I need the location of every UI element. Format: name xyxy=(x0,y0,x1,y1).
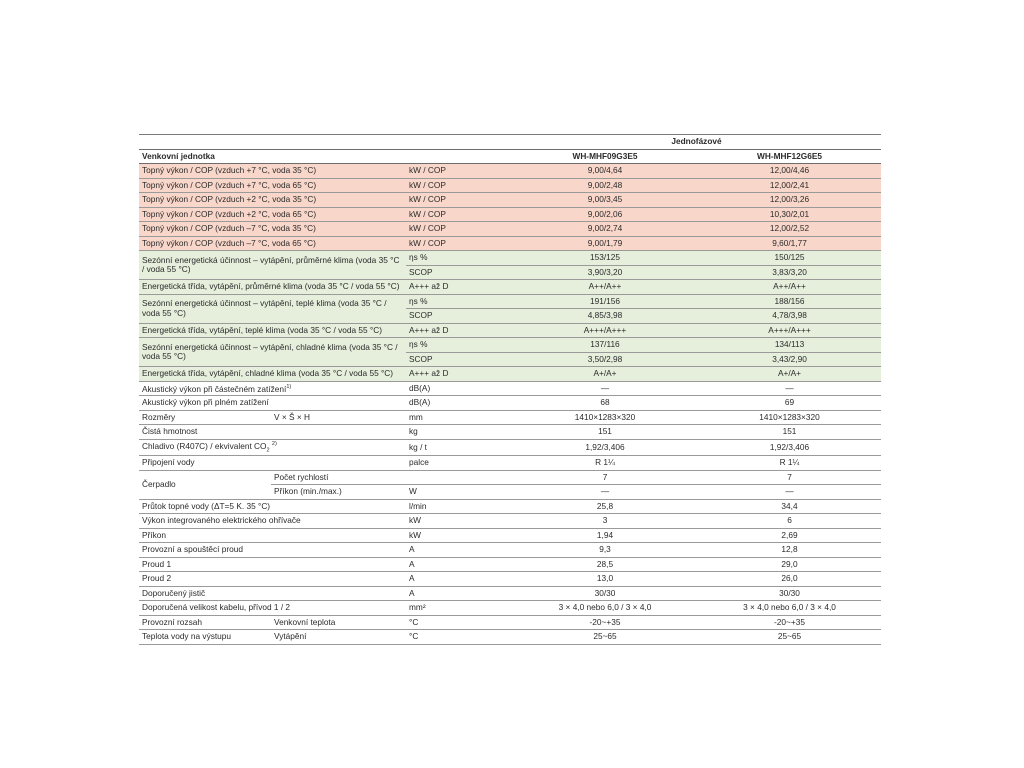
row-unit: kW / COP xyxy=(406,236,512,251)
row-unit: W xyxy=(406,485,512,500)
row-value-1: 137/116 xyxy=(512,338,698,353)
row-unit: A+++ až D xyxy=(406,367,512,382)
row-value-2: 188/156 xyxy=(698,294,881,309)
table-row xyxy=(139,470,881,485)
row-value-1: 9,00/1,79 xyxy=(512,236,698,251)
row-value-1: — xyxy=(512,485,698,500)
row-label-pump: Čerpadlo xyxy=(139,470,271,499)
row-value-1: 3 × 4,0 nebo 6,0 / 3 × 4,0 xyxy=(512,601,698,616)
table-row xyxy=(139,164,881,179)
table-row xyxy=(139,338,881,353)
row-value-2: 3,83/3,20 xyxy=(698,265,881,280)
table-row xyxy=(139,178,881,193)
row-value-1: 3,90/3,20 xyxy=(512,265,698,280)
row-value-1: 9,00/2,06 xyxy=(512,207,698,222)
table-row xyxy=(139,601,881,616)
row-value-2: 69 xyxy=(698,396,881,411)
row-value-1: 9,00/2,74 xyxy=(512,222,698,237)
row-value-2: 1,92/3,406 xyxy=(698,439,881,456)
row-label: Provozní rozsah xyxy=(139,615,271,630)
row-value-2: 12,00/2,41 xyxy=(698,178,881,193)
row-unit: A+++ až D xyxy=(406,280,512,295)
row-label: Rozměry xyxy=(139,410,271,425)
row-unit: SCOP xyxy=(406,265,512,280)
row-label: Výkon integrovaného elektrického ohřívače xyxy=(139,514,406,529)
row-value-1: 1410×1283×320 xyxy=(512,410,698,425)
row-sublabel: Venkovní teplota xyxy=(271,615,406,630)
row-value-1: 3 xyxy=(512,514,698,529)
spec-table xyxy=(139,134,881,645)
header-row-models xyxy=(139,149,881,164)
row-value-1: R 1¼ xyxy=(512,456,698,471)
footnote-mark: 1) xyxy=(286,383,292,390)
group-header: Jednofázové xyxy=(512,135,881,150)
row-value-2: 9,60/1,77 xyxy=(698,236,881,251)
row-sublabel: V × Š × H xyxy=(271,410,406,425)
row-value-2: 34,4 xyxy=(698,499,881,514)
row-unit: kW / COP xyxy=(406,207,512,222)
row-label: Topný výkon / COP (vzduch +7 °C, voda 65 °C) xyxy=(139,178,406,193)
row-label: Čistá hmotnost xyxy=(139,425,406,440)
row-value-2: 134/113 xyxy=(698,338,881,353)
row-label: Topný výkon / COP (vzduch +2 °C, voda 65 °C) xyxy=(139,207,406,222)
row-label: Průtok topné vody (ΔT=5 K. 35 °C) xyxy=(139,499,406,514)
table-row xyxy=(139,615,881,630)
row-value-1: A+++/A+++ xyxy=(512,323,698,338)
row-unit: A xyxy=(406,586,512,601)
table-row xyxy=(139,323,881,338)
row-label: Příkon xyxy=(139,528,406,543)
row-value-1: 30/30 xyxy=(512,586,698,601)
row-label xyxy=(139,439,406,456)
table-row xyxy=(139,236,881,251)
row-unit: A xyxy=(406,572,512,587)
row-unit: dB(A) xyxy=(406,381,512,396)
row-value-2: 151 xyxy=(698,425,881,440)
table-row xyxy=(139,222,881,237)
row-unit: dB(A) xyxy=(406,396,512,411)
table-row xyxy=(139,367,881,382)
table-row xyxy=(139,294,881,309)
row-value-2: 2,69 xyxy=(698,528,881,543)
spec-table-container xyxy=(139,134,881,645)
row-value-2: 150/125 xyxy=(698,251,881,266)
row-label: Proud 2 xyxy=(139,572,406,587)
table-row xyxy=(139,557,881,572)
row-value-2: 4,78/3,98 xyxy=(698,309,881,324)
row-label: Topný výkon / COP (vzduch +7 °C, voda 35 °C) xyxy=(139,164,406,179)
row-value-2: 29,0 xyxy=(698,557,881,572)
row-value-1: 9,3 xyxy=(512,543,698,558)
row-value-2: 26,0 xyxy=(698,572,881,587)
row-sublabel: Příkon (min./max.) xyxy=(271,485,406,500)
row-unit: A+++ až D xyxy=(406,323,512,338)
row-value-1: 7 xyxy=(512,470,698,485)
table-row xyxy=(139,456,881,471)
row-value-2: — xyxy=(698,485,881,500)
row-unit: kW / COP xyxy=(406,193,512,208)
row-label: Doporučený jistič xyxy=(139,586,406,601)
table-row xyxy=(139,207,881,222)
row-label: Energetická třída, vytápění, teplé klima (voda 35 °C / voda 55 °C) xyxy=(139,323,406,338)
model-2-header: WH-MHF12G6E5 xyxy=(698,149,881,164)
outdoor-unit-label: Venkovní jednotka xyxy=(139,149,512,164)
row-unit: ηs % xyxy=(406,294,512,309)
row-unit: kg / t xyxy=(406,439,512,456)
row-value-2: 10,30/2,01 xyxy=(698,207,881,222)
row-value-1: 68 xyxy=(512,396,698,411)
row-unit: kW xyxy=(406,514,512,529)
table-row xyxy=(139,528,881,543)
row-sublabel: Počet rychlostí xyxy=(271,470,406,485)
row-unit: A xyxy=(406,557,512,572)
row-label: Topný výkon / COP (vzduch –7 °C, voda 65 °C) xyxy=(139,236,406,251)
table-row xyxy=(139,410,881,425)
subscript: 2 xyxy=(266,446,270,453)
footnote-mark: 2) xyxy=(271,440,277,447)
row-value-1: 25~65 xyxy=(512,630,698,645)
row-label-avg-efficiency: Sezónní energetická účinnost – vytápění, průměrné klima (voda 35 °C / voda 55 °C) xyxy=(139,251,406,280)
row-value-2: 7 xyxy=(698,470,881,485)
row-label: Připojení vody xyxy=(139,456,406,471)
row-unit: kW / COP xyxy=(406,178,512,193)
row-value-1: 9,00/4,64 xyxy=(512,164,698,179)
row-value-2: A+/A+ xyxy=(698,367,881,382)
refrigerant-label: Chladivo (R407C) / ekvivalent CO xyxy=(142,440,267,451)
row-value-1: 4,85/3,98 xyxy=(512,309,698,324)
model-1-header: WH-MHF09G3E5 xyxy=(512,149,698,164)
row-value-1: 9,00/3,45 xyxy=(512,193,698,208)
table-row xyxy=(139,251,881,266)
row-label: Topný výkon / COP (vzduch –7 °C, voda 35 °C) xyxy=(139,222,406,237)
row-value-2: 3 × 4,0 nebo 6,0 / 3 × 4,0 xyxy=(698,601,881,616)
table-row xyxy=(139,381,881,396)
row-label: Energetická třída, vytápění, chladné klima (voda 35 °C / voda 55 °C) xyxy=(139,367,406,382)
table-row xyxy=(139,396,881,411)
row-value-1: 25,8 xyxy=(512,499,698,514)
row-value-2: -20~+35 xyxy=(698,615,881,630)
row-value-1: 3,50/2,98 xyxy=(512,352,698,367)
row-unit: mm xyxy=(406,410,512,425)
row-unit: kW xyxy=(406,528,512,543)
row-value-2: A++/A++ xyxy=(698,280,881,295)
row-value-1: 13,0 xyxy=(512,572,698,587)
row-value-1: 28,5 xyxy=(512,557,698,572)
table-row xyxy=(139,586,881,601)
row-unit: kW / COP xyxy=(406,164,512,179)
row-value-2: R 1¼ xyxy=(698,456,881,471)
row-unit: A xyxy=(406,543,512,558)
row-value-1: 153/125 xyxy=(512,251,698,266)
row-value-2: — xyxy=(698,381,881,396)
row-unit xyxy=(406,470,512,485)
row-value-2: 6 xyxy=(698,514,881,529)
row-value-1: 9,00/2,48 xyxy=(512,178,698,193)
row-value-2: 12,8 xyxy=(698,543,881,558)
row-value-1: — xyxy=(512,381,698,396)
row-value-1: -20~+35 xyxy=(512,615,698,630)
row-label-cold-efficiency: Sezónní energetická účinnost – vytápění, chladné klima (voda 35 °C / voda 55 °C) xyxy=(139,338,406,367)
row-label: Topný výkon / COP (vzduch +2 °C, voda 35 °C) xyxy=(139,193,406,208)
table-row xyxy=(139,499,881,514)
row-label: Akustický výkon při plném zatížení xyxy=(139,396,406,411)
row-value-2: 1410×1283×320 xyxy=(698,410,881,425)
row-unit: l/min xyxy=(406,499,512,514)
table-row xyxy=(139,425,881,440)
table-row xyxy=(139,543,881,558)
row-unit: SCOP xyxy=(406,352,512,367)
row-label: Energetická třída, vytápění, průměrné klima (voda 35 °C / voda 55 °C) xyxy=(139,280,406,295)
table-row xyxy=(139,630,881,645)
row-label: Teplota vody na výstupu xyxy=(139,630,271,645)
header-row-group xyxy=(139,135,881,150)
row-unit: °C xyxy=(406,615,512,630)
row-unit: °C xyxy=(406,630,512,645)
row-sublabel: Vytápění xyxy=(271,630,406,645)
row-label xyxy=(139,381,406,396)
row-value-2: A+++/A+++ xyxy=(698,323,881,338)
row-value-1: 1,94 xyxy=(512,528,698,543)
row-unit: ηs % xyxy=(406,251,512,266)
noise-part-label: Akustický výkon při částečném zatížení xyxy=(142,383,287,394)
row-unit: kg xyxy=(406,425,512,440)
row-value-2: 25~65 xyxy=(698,630,881,645)
row-value-2: 3,43/2,90 xyxy=(698,352,881,367)
row-value-2: 12,00/2,52 xyxy=(698,222,881,237)
row-value-1: 151 xyxy=(512,425,698,440)
table-row xyxy=(139,514,881,529)
row-value-2: 12,00/4,46 xyxy=(698,164,881,179)
table-row xyxy=(139,439,881,456)
table-row xyxy=(139,193,881,208)
row-unit: palce xyxy=(406,456,512,471)
row-label-warm-efficiency: Sezónní energetická účinnost – vytápění, teplé klima (voda 35 °C / voda 55 °C) xyxy=(139,294,406,323)
row-unit: ηs % xyxy=(406,338,512,353)
row-value-1: A++/A++ xyxy=(512,280,698,295)
row-value-1: 191/156 xyxy=(512,294,698,309)
row-unit: SCOP xyxy=(406,309,512,324)
row-label: Doporučená velikost kabelu, přívod 1 / 2 xyxy=(139,601,406,616)
row-value-2: 12,00/3,26 xyxy=(698,193,881,208)
row-unit: kW / COP xyxy=(406,222,512,237)
row-value-2: 30/30 xyxy=(698,586,881,601)
row-label: Proud 1 xyxy=(139,557,406,572)
row-unit: mm² xyxy=(406,601,512,616)
table-row xyxy=(139,572,881,587)
table-row xyxy=(139,280,881,295)
row-value-1: A+/A+ xyxy=(512,367,698,382)
row-label: Provozní a spouštěcí proud xyxy=(139,543,406,558)
row-value-1: 1,92/3,406 xyxy=(512,439,698,456)
